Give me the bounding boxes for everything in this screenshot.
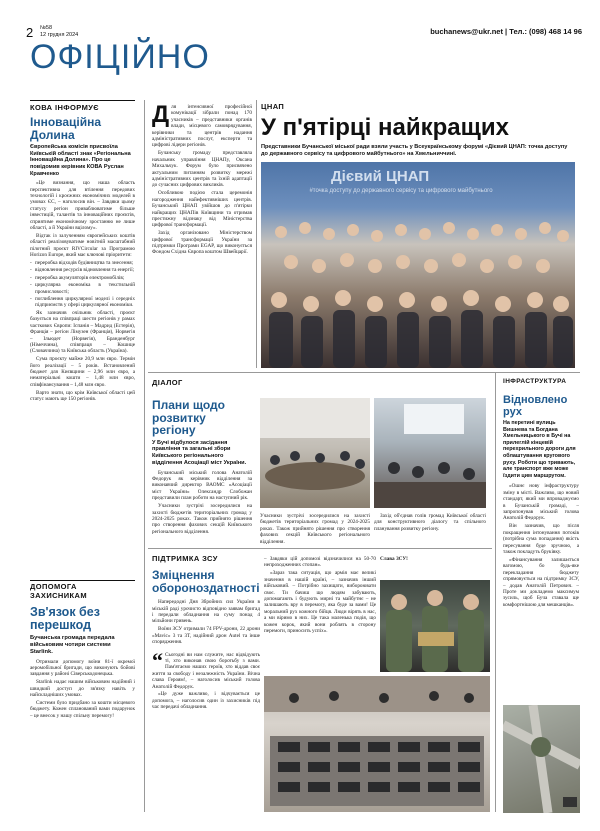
row-divider <box>148 548 492 549</box>
ceremony-scene <box>380 580 490 672</box>
article-body-dialog <box>152 470 252 536</box>
column-divider <box>256 100 257 368</box>
quote-block <box>152 647 260 711</box>
page-header <box>14 22 586 76</box>
dropcap: Д <box>152 101 170 128</box>
meeting-scene <box>374 398 486 508</box>
paragraph: Учасники зустрічі зосередилися на захисті бюджетів територіальних громад у 2024-2025 роках. Також прийнято рішення про створення фахових секцій Київського регіонального відділення. <box>152 503 252 535</box>
meeting-scene <box>260 398 370 508</box>
lead-infra: На перетині вулиць Вишнева та Богдана Хмельницького в Бучі на прилеглій кінцевій перехрильного дороги для облаштування кругового руху. Роботи що тривають, але транспорт вже може їздити цим маршрутом. <box>503 420 576 479</box>
paragraph: Особливою подією стала церемонія нагородження найефективніших центрів. Бучанський ЦНАП увійшов до п'ятірки найкращих ЦНАПів Київщини та отримав престижну відзнаку від Міністерства цифрової трансформації. <box>152 190 252 229</box>
quote-text: Сьогодні ви нам служите, нас відвідують ті, хто виконав свою боротьбу з вами. Пам'ятаємо наших героїв, хто віддав своє життя за свободу і незалежність України. Вічна слава Героям!, – наголосив міський голова Анатолій Федорук. <box>152 651 260 690</box>
issue-date: 12 грудня 2024 <box>40 32 79 38</box>
paragraph: Отримали допомогу воїни 81-ї окремої аеромобільної бригади, що виконують бойові завдання у районі Сіверськодонецька. <box>30 658 135 678</box>
contacts: buchanews@ukr.net | Тел.: (098) 468 14 96 <box>430 27 582 36</box>
left-column-bottom <box>30 580 135 721</box>
ceremony-photo <box>380 580 490 672</box>
paragraph: «Фінансування залишається вагомою, бо будь-яке перекладання бюджету спрямовується на підтримку ЗСУ, – додав Анатолій Петрович. – Проте ми докладемо максимум зусиль, щоб Буча ставала ще комфортнішою для мешканців». <box>503 556 579 608</box>
quote-mark-icon: “ <box>152 647 163 673</box>
article-title-dialog: Плани щодо розвитку регіону <box>152 398 225 438</box>
cnap-article <box>261 100 575 158</box>
paragraph: Starlink надає нашим військовим надійний і швидкий доступ до зв'язку навіть у найскладніших умовах. <box>30 679 135 699</box>
article-title-infra: Відновлено рух <box>503 394 568 418</box>
zsu-article <box>152 552 260 712</box>
page-number: 2 <box>26 25 34 40</box>
paragraph: Бучанську громаду представляла начальник управління ЦНАПу, Оксана Михальчук. Форум було присвячено актуальним питанням розвитку мережі адміністративних центрів та їхній адаптації до сучасних цифрових викликів. <box>152 150 252 189</box>
rubric-kova: КОВА ІНФОРМУЄ <box>30 100 135 112</box>
rubric-help: ДОПОМОГА ЗАХИСНИКАМ <box>30 580 135 600</box>
zsu-continued-2 <box>380 556 488 564</box>
paragraph: Він зазначив, що після покращення інтонування потоків (потрібна сума попадання) якість пересування буде зручною, а також покладуть бруківку. <box>503 523 579 555</box>
paragraph: Захід об'єднав голів громад Київської області для конструктивного діалогу та спільного планування розвитку регіону. <box>374 513 486 532</box>
list-item: - циркулярна економіка в текстильній промисловості; <box>30 282 135 295</box>
dialog-article <box>152 376 252 537</box>
paragraph: Учасники зустрічі зосередилися на захисті бюджетів територіальних громад у 2024-2025 роках. Також прийнято рішення про створення фахових секцій Київського регіонального відділення. <box>260 513 370 545</box>
paragraph: Варто знати, що крім Київської області цей статус мають ще 150 регіонів. <box>30 389 135 403</box>
list-item: - переробка відходів будівництва та знесення; <box>30 260 135 266</box>
crowd-illustration <box>261 162 575 368</box>
paragraph: «Це визнання, що наша область перспективна для втілення передових технологій і кроєжних економічних моделей в умовах ЄС, – наголосив він. – Завдяки цьому статусу регіон приваблюватиме більше інвестицій, талантів та інноваційних проєктів, сприятиме економічному зростанню не лише області, а й України вцілому». <box>30 180 135 231</box>
paragraph: Слава ЗСУ! <box>380 556 408 562</box>
paragraph: Відтак із залученням європейських коштів області реалізовуватиме новітній масштабний пілотний проєкт RIVCircular за Програмою Horizon Europe, який має ключові пріоритети: <box>30 232 135 259</box>
cnap-continued-text <box>152 101 252 257</box>
aerial-scene <box>503 705 580 813</box>
dialog-continued-1 <box>260 513 370 547</box>
meeting-photo-1 <box>260 398 370 508</box>
list-item: - поглиблення циркулярної моделі і середніх підприємств у сфері циркулярної економіки. <box>30 296 135 309</box>
dialog-continued-2 <box>374 513 486 534</box>
priority-list <box>30 260 135 309</box>
paragraph: «Зараз така ситуація, що армія має великі значення в нашій країні, – зазначив інший військовий. – Потрібно захищати, вибороювати своє. Ти бачиш що людям забувають, допомагають і будують мирні та майбутнє – не залишають вру в перемогу, яка буде за вами! Це моральний рух кожного бійця. Люди вірять в нас, а ми віримо в них. Це така маленька подія, що кожен корок, який вони роблять в сторону перемоги, приносить успіх». <box>264 570 376 634</box>
paragraph: Воїни ЗСУ отримали 74 FPV-дрони, 22 дрони «Mavic» 3 та 3T, надійний дрон Autel та інше спорядження. <box>152 626 260 646</box>
drones-scene <box>264 676 490 812</box>
rubric-zsu: ПІДТРИМКА ЗСУ <box>152 554 218 563</box>
rubric-dialog: ДІАЛОГ <box>152 378 183 387</box>
rubric-cnap: ЦНАП <box>261 102 285 111</box>
paragraph: Як зазначив очільник області, проєкт базується на співпраці шести регіонів у рамах часткових Європи: Іспанія – Мадрид (Естерія), Франція – регіон Лімузен (Франція), Норвегія – Ільюдет (Норвегія), Бранденбург (Німеччина), співпраця – Кошице (Словаччина) та Київська область (Україна). <box>30 309 135 355</box>
drones-display-photo <box>264 676 490 812</box>
banner-title: Дієвий ЦНАП <box>331 168 430 185</box>
paragraph: Сума проєкту майже 20,9 млн євро. Термін його реалізації – 5 років. Встановлений бюджет для Києвщини – 2,96 млн євро, а нематеріальні кошти – 1,48 млн євро, співфінансування – 1,48 млн євро. <box>30 356 135 388</box>
paragraph: Бучанський міський голова Анатолій Федорук як керівник відділення за виконавчий директор ВАОМС «Асоціації міст України» Олександр Слобожан представили план роботи на наступний рік. <box>152 469 252 502</box>
paragraph: «Це дуже важливо, і відчувається це допомога, – наголосив один із захисників під час передачі обладнання. <box>152 691 260 711</box>
paragraph: Системи було придбано за кошти місцевого бюджету. Кожен спланований вами подарунок – це внесок у нашу спільну перемогу! <box>30 700 135 719</box>
zsu-continued-1 <box>264 556 376 636</box>
meeting-photo-2 <box>374 398 486 508</box>
article-title-starlink: Зв'язок без перешкод <box>30 605 100 633</box>
list-item: - переробка акумуляторів електромобілів; <box>30 275 135 281</box>
lead-innovation: Європейська комісія присвоїла Київській області знак «Регіональна Інноваційна Долина». Про це повідомив керівник КОВА Руслан Кравченко <box>30 144 131 177</box>
article-title-innovation: Інноваційна Долина <box>30 115 102 142</box>
column-divider <box>144 100 145 812</box>
article-title-zsu: Зміцнення обороноздатності <box>152 568 260 595</box>
article-body-innovation <box>30 180 135 402</box>
cnap-group-photo <box>261 162 575 368</box>
roundabout-aerial-photo <box>503 705 580 813</box>
left-column <box>30 100 135 404</box>
article-title-cnap: У п'ятірці найкращих <box>261 114 509 141</box>
article-body-zsu <box>152 599 260 645</box>
lead-starlink: Бучанська громада передала військовим чотири системи Starlink. <box>30 635 115 655</box>
bodies-row <box>269 310 573 368</box>
paragraph: Напередодні Дня Збройних сил України в міській раді урочисто відповідно заявам бригад і передали обладнання на суму понад 4 мільйони гривень. <box>152 599 260 625</box>
rubric-infra: ІНФРАСТРУКТУРА <box>503 378 567 385</box>
lead-cnap: Представники Бучанської міської ради взяли участь у Всеукраїнському форумі «Дієвий ЦНАП: точка доступу до державного сервісу та цифрового майбутнього» на Хмельниччині. <box>261 144 568 157</box>
infra-article <box>503 376 579 610</box>
lead-dialog: У Бучі відбулося засідання правління та загальні збори Київського регіонального відділення Асоціації міст України. <box>152 439 247 466</box>
paragraph: Захід організовано Міністерством цифрової трансформації України за підтримки Програми EGAP, що виконується Фондом Східна Європа коштом Швейцарії. <box>152 230 252 256</box>
column-divider <box>495 372 496 812</box>
article-body-starlink <box>30 659 135 720</box>
row-divider <box>148 372 580 373</box>
list-item: - відновлення ресурсів відновлення та енергії; <box>30 267 135 273</box>
section-title: ОФІЦІЙНО <box>30 38 210 76</box>
banner-subtitle: #точка доступу до державного сервісу та цифрового майбутнього <box>309 188 493 194</box>
paragraph: «Ошнє нову інфраструктуру зміну в місті. Важливо, що новий стандарт, який ми впроваджуємо в Бучанській громаді, – запропонував міський голова Анатолій Федорук. <box>503 483 579 522</box>
paragraph: ля інтенсивної професійної комунікації зібрали понад 170 учасників – представники органів влади, місцевого самоврядування, керівники та центрів надання адміністративних послуг, експерти та цифрові лідери регіонів. <box>152 104 252 149</box>
issue-number: №58 <box>40 25 53 31</box>
faces-row <box>271 222 569 312</box>
article-body-infra <box>503 483 579 608</box>
paragraph: – Завдяки цій допомозі відзначилися на 50-70 непроходженних стопан». <box>264 556 376 569</box>
